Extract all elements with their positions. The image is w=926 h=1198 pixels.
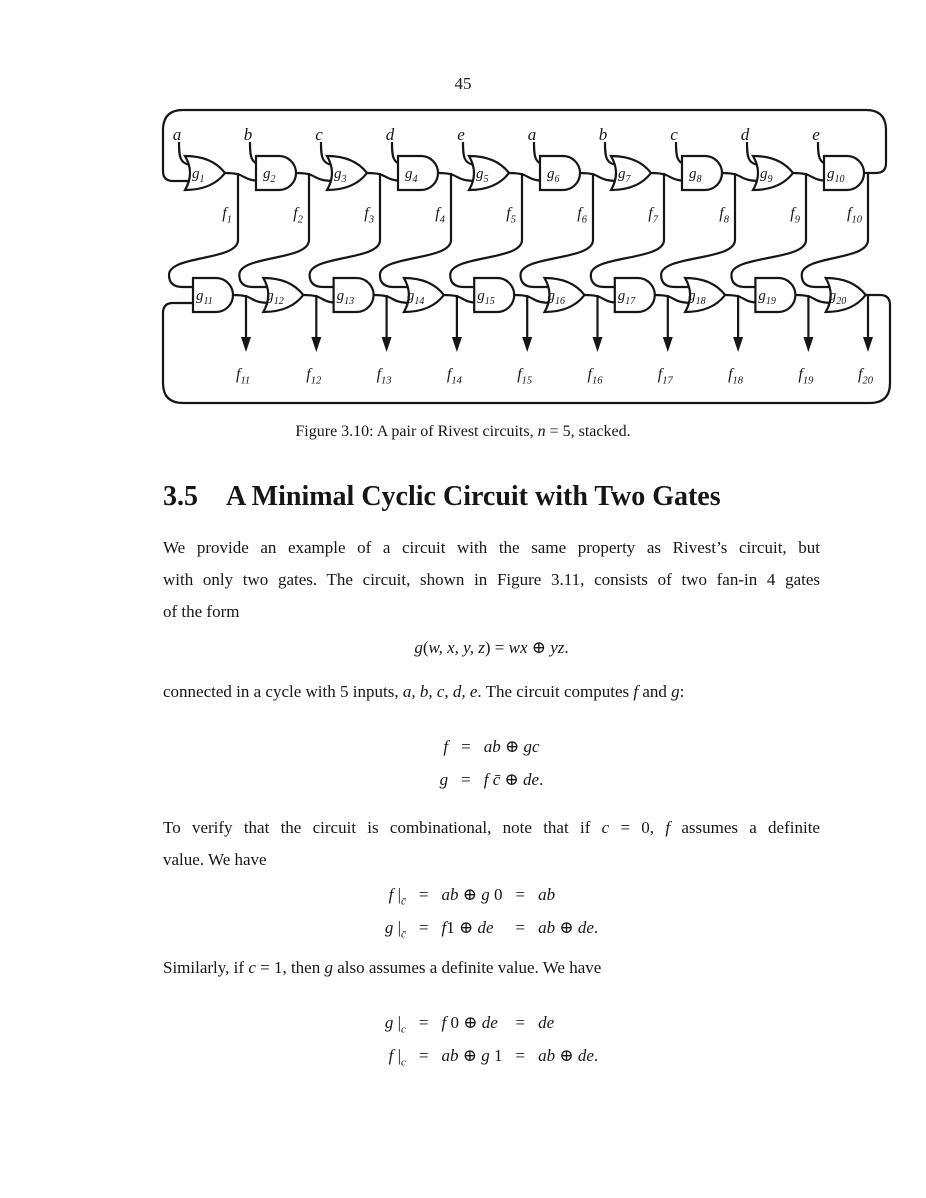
output-arrowhead bbox=[452, 337, 462, 352]
equation-rhs bbox=[442, 878, 503, 911]
gate-label: $g_{10}$ bbox=[827, 166, 845, 185]
text-run: ⊕ bbox=[500, 770, 524, 789]
math-italic-run: wx bbox=[508, 638, 528, 657]
math-subscript: c̄ bbox=[401, 928, 406, 941]
input-label: d bbox=[740, 125, 750, 144]
text-run: . bbox=[564, 638, 569, 657]
math-italic-run: g bbox=[481, 885, 490, 904]
math-italic-run: de bbox=[538, 1013, 555, 1032]
equals-sign: = bbox=[418, 918, 429, 937]
page-number: 45 bbox=[454, 74, 472, 93]
equation-lhs bbox=[440, 730, 449, 763]
gate-g7-or bbox=[611, 156, 651, 190]
gate-label: $g_5$ bbox=[476, 166, 489, 185]
math-italic-run: g bbox=[671, 682, 680, 701]
math-italic-run: yz bbox=[550, 638, 565, 657]
math-subscript: c bbox=[401, 1056, 406, 1069]
input-label: a bbox=[527, 125, 537, 144]
math-italic-run: de bbox=[577, 918, 594, 937]
output-arrowhead bbox=[241, 337, 251, 352]
stage-output-wire bbox=[591, 173, 664, 287]
equation-lhs bbox=[385, 878, 406, 911]
output-arrowhead bbox=[863, 337, 873, 352]
gate-label: $g_3$ bbox=[334, 166, 347, 185]
gate-label: $g_{13}$ bbox=[336, 288, 355, 307]
text-run: 0 ⊕ bbox=[446, 1013, 482, 1032]
input-label: b bbox=[598, 125, 608, 144]
math-italic-run: c bbox=[248, 958, 256, 977]
circuit-output-label: $f_{20}$ bbox=[858, 366, 873, 387]
math-italic-run: de bbox=[477, 918, 494, 937]
text-run: 1 ⊕ bbox=[446, 918, 478, 937]
text-line bbox=[163, 564, 820, 596]
math-italic-run: ab bbox=[538, 885, 556, 904]
output-arrowhead bbox=[311, 337, 321, 352]
figure-caption bbox=[0, 423, 926, 441]
text-run: . bbox=[539, 770, 544, 789]
gate-g9-or bbox=[753, 156, 793, 190]
text-run: ( bbox=[422, 638, 429, 657]
paragraph bbox=[163, 676, 820, 708]
text-run: Similarly, if bbox=[163, 958, 249, 977]
gate-g3-or bbox=[327, 156, 367, 190]
equation-rhs bbox=[538, 1006, 598, 1039]
circuit-output-label: $f_{18}$ bbox=[728, 366, 744, 387]
output-arrowhead bbox=[522, 337, 532, 352]
text-run: ⊕ bbox=[555, 918, 578, 937]
math-italic-run: w, x, y, z bbox=[428, 638, 485, 657]
equation-row bbox=[385, 1039, 598, 1072]
math-italic-run: ab bbox=[538, 1046, 556, 1065]
text-run: ⊕ bbox=[458, 885, 482, 904]
input-label: e bbox=[457, 125, 465, 144]
input-label: d bbox=[385, 125, 395, 144]
text-line bbox=[163, 812, 820, 844]
text-line bbox=[163, 596, 820, 628]
text-run: assumes a definite bbox=[670, 818, 820, 837]
gate-g5-or bbox=[469, 156, 509, 190]
math-italic-run: f bbox=[443, 737, 449, 756]
stage-output-wire bbox=[310, 173, 380, 287]
text-run: We provide an example of a circuit with the same property as Rivest’s circuit, but bbox=[163, 538, 820, 557]
gate-label: $g_1$ bbox=[192, 166, 205, 185]
text-run: | bbox=[397, 918, 402, 937]
gate-g4-and bbox=[398, 156, 438, 190]
equation-row bbox=[440, 730, 544, 763]
display-equation bbox=[163, 630, 820, 666]
equation-lhs bbox=[385, 1006, 406, 1039]
equals-sign: = bbox=[418, 1046, 429, 1065]
input-label: b bbox=[243, 125, 253, 144]
gate-label: $g_{11}$ bbox=[196, 288, 213, 307]
gate-label: $g_{17}$ bbox=[617, 288, 636, 307]
equation-rhs bbox=[484, 763, 544, 796]
stage-output-label: $f_{10}$ bbox=[847, 205, 862, 226]
math-italic-run: g bbox=[414, 638, 423, 657]
math-italic-run: n bbox=[537, 423, 546, 440]
gate-g8-and bbox=[682, 156, 722, 190]
input-label: e bbox=[812, 125, 820, 144]
math-italic-run: f bbox=[388, 1046, 398, 1065]
math-italic-run: de bbox=[523, 770, 540, 789]
gate-label: $g_2$ bbox=[263, 166, 276, 185]
text-run: = 5, stacked. bbox=[545, 423, 631, 440]
math-italic-run: f bbox=[665, 818, 671, 837]
gate-label: $g_4$ bbox=[405, 166, 418, 185]
equation-rhs bbox=[442, 1039, 503, 1072]
gate-label: $g_{20}$ bbox=[828, 288, 847, 307]
input-label: c bbox=[315, 125, 323, 144]
equation-block bbox=[385, 878, 598, 944]
math-italic-run: ab bbox=[441, 1046, 459, 1065]
math-italic-run: ab bbox=[538, 918, 556, 937]
equation-rhs bbox=[442, 1006, 503, 1039]
stage-output-label: $f_7$ bbox=[648, 205, 658, 226]
math-italic-run: g bbox=[324, 958, 333, 977]
math-italic-run: f bbox=[441, 918, 447, 937]
equation-row bbox=[385, 878, 598, 911]
gate-link-wire bbox=[580, 173, 619, 181]
equation-rhs bbox=[442, 911, 503, 944]
math-italic-run: g bbox=[384, 1013, 398, 1032]
equals-sign: = bbox=[515, 1013, 526, 1032]
text-run: = 1, then bbox=[255, 958, 325, 977]
gate-g1-or bbox=[185, 156, 225, 190]
figure-rivest-circuit-diagram bbox=[0, 95, 926, 413]
gate-label: $g_{16}$ bbox=[547, 288, 565, 307]
equation-lhs bbox=[440, 763, 449, 796]
text-line bbox=[163, 676, 820, 708]
gate-link-wire bbox=[722, 173, 761, 181]
equation-lhs bbox=[385, 1039, 406, 1072]
text-run: | bbox=[397, 1013, 402, 1032]
math-italic-run: f bbox=[633, 682, 639, 701]
text-run: connected in a cycle with 5 inputs, bbox=[163, 682, 403, 701]
output-arrowhead bbox=[382, 337, 392, 352]
circuit-output-label: $f_{12}$ bbox=[306, 366, 322, 387]
text-run: ⊕ bbox=[500, 737, 524, 756]
text-run: | bbox=[397, 885, 402, 904]
text-run: ) = bbox=[484, 638, 509, 657]
gate-link-wire bbox=[438, 173, 477, 181]
paragraph bbox=[163, 532, 820, 628]
section-title: A Minimal Cyclic Circuit with Two Gates bbox=[226, 481, 721, 512]
math-italic-run: de bbox=[577, 1046, 594, 1065]
equals-sign: = bbox=[418, 1013, 429, 1032]
circuit-output-label: $f_{17}$ bbox=[657, 366, 673, 387]
equation-rhs bbox=[484, 730, 544, 763]
math-subscript: c bbox=[401, 1023, 406, 1036]
stage-output-label: $f_3$ bbox=[364, 205, 374, 226]
math-italic-run: f bbox=[441, 1013, 447, 1032]
math-italic-run: g bbox=[481, 1046, 490, 1065]
equation-rhs bbox=[538, 911, 598, 944]
math-italic-run: de bbox=[481, 1013, 498, 1032]
equation-block bbox=[385, 1006, 598, 1072]
equation-lhs bbox=[385, 911, 406, 944]
text-run: : bbox=[679, 682, 685, 701]
paragraph bbox=[163, 812, 820, 876]
gate-label: $g_{15}$ bbox=[477, 288, 495, 307]
gate-g2-and bbox=[256, 156, 296, 190]
circuit-output-label: $f_{13}$ bbox=[376, 366, 392, 387]
gate-label: $g_9$ bbox=[760, 166, 773, 185]
stage-output-label: $f_9$ bbox=[790, 205, 800, 226]
text-run: 1 bbox=[489, 1046, 503, 1065]
input-label: a bbox=[172, 125, 182, 144]
output-arrowhead bbox=[803, 337, 813, 352]
gate-label: $g_7$ bbox=[618, 166, 631, 185]
gate-label: $g_{14}$ bbox=[406, 288, 425, 307]
text-run: of the form bbox=[163, 602, 240, 621]
output-arrowhead bbox=[733, 337, 743, 352]
equation-block bbox=[440, 730, 544, 796]
math-italic-run: f c̄ bbox=[483, 770, 501, 789]
body-text bbox=[163, 532, 820, 1072]
gate-label: $g_{18}$ bbox=[688, 288, 706, 307]
stage-output-wire bbox=[450, 173, 522, 287]
equals-sign: = bbox=[515, 885, 526, 904]
text-run: = 0, bbox=[609, 818, 666, 837]
equals-sign: = bbox=[515, 918, 526, 937]
wires-layer bbox=[163, 110, 890, 403]
equals-sign: = bbox=[461, 770, 471, 789]
gate-label: $g_8$ bbox=[689, 166, 702, 185]
text-run: value. We have bbox=[163, 850, 267, 869]
stage-output-label: $f_2$ bbox=[293, 205, 303, 226]
text-run: . bbox=[593, 918, 599, 937]
circuit-output-label: $f_{14}$ bbox=[446, 366, 462, 387]
math-italic-run: ab bbox=[441, 885, 459, 904]
math-italic-run: g bbox=[384, 918, 398, 937]
circuit-output-label: $f_{15}$ bbox=[517, 366, 533, 387]
math-italic-run: g bbox=[439, 770, 449, 789]
text-run: To verify that the circuit is combinational, note that if bbox=[163, 818, 602, 837]
text-line bbox=[163, 532, 820, 564]
gate-label: $g_{19}$ bbox=[758, 288, 776, 307]
gate-label: $g_6$ bbox=[547, 166, 560, 185]
section-heading bbox=[163, 481, 721, 513]
math-italic-run: ab bbox=[483, 737, 501, 756]
text-run: also assumes a definite value. We have bbox=[332, 958, 602, 977]
circuit-output-label: $f_{11}$ bbox=[236, 366, 251, 387]
equation-row bbox=[385, 1006, 598, 1039]
text-run: ⊕ bbox=[458, 1046, 482, 1065]
math-italic-run: a, b, c, d, e bbox=[402, 682, 478, 701]
text-run: ⊕ bbox=[527, 638, 551, 657]
math-subscript: c̄ bbox=[401, 895, 406, 908]
equals-sign: = bbox=[515, 1046, 526, 1065]
stage-output-label: $f_5$ bbox=[506, 205, 516, 226]
gate-g6-and bbox=[540, 156, 580, 190]
equation-rhs bbox=[538, 1039, 598, 1072]
text-run: and bbox=[638, 682, 672, 701]
text-run: with only two gates. The circuit, shown in Figure 3.11, consists of two fan-in 4 gates bbox=[163, 570, 820, 589]
gate-link-wire bbox=[296, 173, 335, 181]
math-italic-run: f bbox=[388, 885, 398, 904]
output-arrowhead bbox=[663, 337, 673, 352]
section-number: 3.5 bbox=[163, 481, 198, 512]
stage-output-wire bbox=[731, 173, 806, 287]
gate-label: $g_{12}$ bbox=[266, 288, 284, 307]
circuit-output-label: $f_{16}$ bbox=[587, 366, 603, 387]
equation-row bbox=[385, 911, 598, 944]
text-run: 0 bbox=[489, 885, 503, 904]
stage-output-wire bbox=[169, 173, 238, 287]
equals-sign: = bbox=[461, 737, 471, 756]
text-line bbox=[163, 952, 820, 984]
stage-output-label: $f_1$ bbox=[222, 205, 232, 226]
text-run: ⊕ bbox=[555, 1046, 578, 1065]
text-run: Figure 3.10: A pair of Rivest circuits, bbox=[295, 423, 538, 440]
equation-row bbox=[440, 763, 544, 796]
text-run: . bbox=[593, 1046, 599, 1065]
paragraph bbox=[163, 952, 820, 984]
stage-output-label: $f_8$ bbox=[719, 205, 729, 226]
stage-output-label: $f_6$ bbox=[577, 205, 587, 226]
text-run: | bbox=[397, 1046, 402, 1065]
stage-output-label: $f_4$ bbox=[435, 205, 445, 226]
text-line bbox=[163, 844, 820, 876]
text-run: . The circuit computes bbox=[477, 682, 634, 701]
equals-sign: = bbox=[418, 885, 429, 904]
circuit-output-label: $f_{19}$ bbox=[798, 366, 814, 387]
math-italic-run: c bbox=[601, 818, 610, 837]
output-arrowhead bbox=[593, 337, 603, 352]
equation-rhs bbox=[538, 878, 598, 911]
input-label: c bbox=[670, 125, 678, 144]
math-italic-run: gc bbox=[523, 737, 540, 756]
